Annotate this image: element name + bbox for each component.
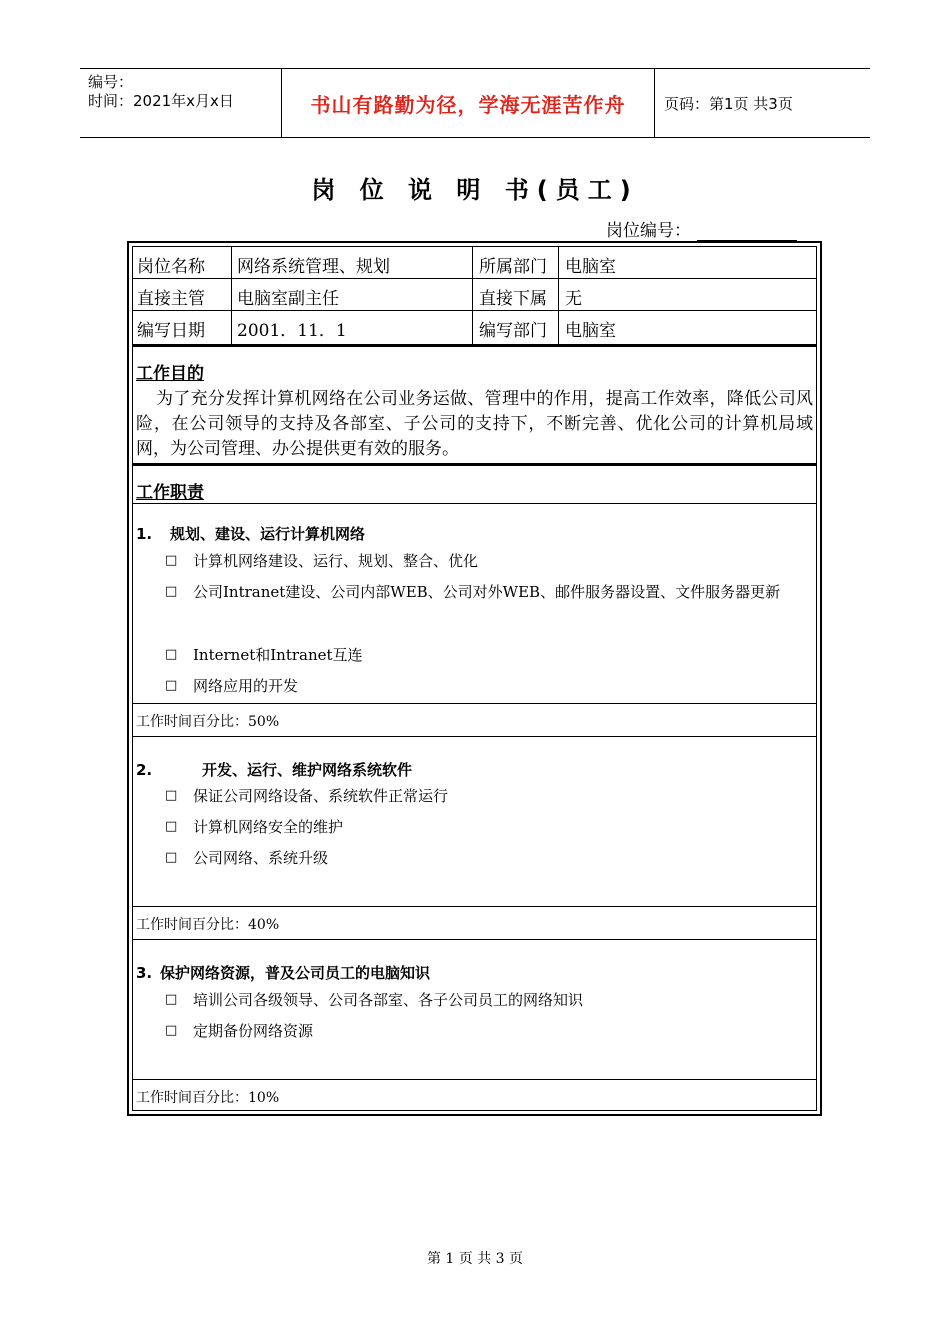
duty-item-text: 计算机网络安全的维护: [193, 818, 344, 836]
duty-item: [165, 811, 825, 843]
row-divider: [133, 939, 816, 940]
duty-item: [165, 576, 825, 608]
purpose-title: 工作目的: [136, 364, 204, 384]
info-value: 无: [565, 289, 582, 309]
column-divider: [231, 247, 232, 344]
bullet-icon: □: [165, 819, 178, 834]
bullet-icon: □: [165, 647, 178, 662]
duty-item-text: 保证公司网络设备、系统软件正常运行: [193, 787, 449, 805]
info-value: 电脑室: [565, 321, 616, 341]
duty-heading: [136, 759, 412, 780]
duty-item: [165, 670, 825, 702]
duty-heading: [136, 523, 365, 544]
info-row-position: [133, 247, 816, 278]
row-divider: [133, 906, 816, 907]
bullet-icon: □: [165, 992, 178, 1007]
section-divider: [133, 344, 816, 347]
bullet-icon: □: [165, 1023, 178, 1038]
info-label: 岗位名称: [137, 257, 205, 277]
bullet-icon: □: [165, 553, 178, 568]
time-percentage: 工作时间百分比：40%: [136, 917, 280, 933]
time-percentage: 工作时间百分比：10%: [136, 1090, 280, 1106]
header-divider: [654, 69, 655, 137]
duty-item: [165, 842, 825, 874]
duty-item: [165, 780, 825, 812]
duties-title: 工作职责: [136, 483, 204, 503]
info-value: 电脑室副主任: [237, 289, 339, 309]
duty-heading-text: 规划、建设、运行计算机网络: [170, 525, 366, 543]
column-divider: [472, 247, 473, 344]
duty-heading: [136, 962, 430, 983]
duty-item-text: 网络应用的开发: [193, 677, 299, 695]
duty-number: 3.: [136, 964, 153, 982]
time-percentage: 工作时间百分比：50%: [136, 714, 280, 730]
bullet-icon: □: [165, 584, 178, 599]
info-value: 电脑室: [565, 257, 616, 277]
duty-item: [165, 984, 825, 1016]
page-footer: 第 1 页 共 3 页: [426, 1251, 524, 1267]
duty-item-text: 计算机网络建设、运行、规划、整合、优化: [193, 552, 479, 570]
header-meta: [88, 73, 234, 111]
document-title: 岗 位 说 明 书(员工): [311, 176, 639, 204]
header-motto: 书山有路勤为径，学海无涯苦作舟: [310, 92, 626, 117]
info-label: 直接下属: [479, 289, 547, 309]
duty-item: [165, 545, 825, 577]
duty-item-text: Internet和Intranet互连: [193, 646, 363, 664]
post-number: [606, 216, 797, 241]
info-label: 所属部门: [479, 257, 547, 277]
table-inner-border: [132, 246, 817, 1111]
duty-number: 1.: [136, 525, 153, 543]
info-row-date: [133, 311, 816, 342]
header-page-info: 页码：第1页 共3页: [664, 94, 793, 113]
section-divider: [133, 463, 816, 466]
info-label: 直接主管: [137, 289, 205, 309]
number-label: 编号：: [88, 73, 134, 91]
document-header: [80, 68, 870, 138]
duty-heading-text: 保护网络资源，普及公司员工的电脑知识: [160, 964, 431, 982]
bullet-icon: □: [165, 678, 178, 693]
column-divider: [558, 247, 559, 344]
info-row-supervisor: [133, 279, 816, 310]
bullet-icon: □: [165, 788, 178, 803]
duty-item-text: 定期备份网络资源: [193, 1022, 314, 1040]
purpose-text: 为了充分发挥计算机网络在公司业务运做、管理中的作用，提高工作效率，降低公司风险，在公司领导的支持及各部室、子公司的支持下，不断完善、优化公司的计算机局域网，为公司管理、办公提供更有效的服务。: [136, 389, 813, 459]
duty-number: 2.: [136, 761, 153, 779]
row-divider: [133, 503, 816, 504]
duty-item-text: 公司Intranet建设、公司内部WEB、公司对外WEB、邮件服务器设置、文件服务器更新: [193, 583, 781, 601]
time-label: 时间：2021年x月x日: [88, 92, 234, 110]
info-value: 2001．11．1: [237, 321, 347, 341]
row-divider: [133, 703, 816, 704]
row-divider: [133, 736, 816, 737]
info-label: 编写日期: [137, 321, 205, 341]
duty-item: [165, 1015, 825, 1047]
post-number-label: 岗位编号：: [606, 221, 691, 241]
duty-item: [165, 639, 825, 671]
info-label: 编写部门: [479, 321, 547, 341]
post-number-blank: [697, 222, 797, 241]
row-divider: [133, 1079, 816, 1080]
bullet-icon: □: [165, 850, 178, 865]
duty-heading-text: 开发、运行、维护网络系统软件: [202, 761, 413, 779]
duty-item-text: 公司网络、系统升级: [193, 849, 329, 867]
job-description-table: [127, 241, 822, 1116]
info-value: 网络系统管理、规划: [237, 257, 390, 277]
duty-item-text: 培训公司各级领导、公司各部室、各子公司员工的网络知识: [193, 991, 584, 1009]
